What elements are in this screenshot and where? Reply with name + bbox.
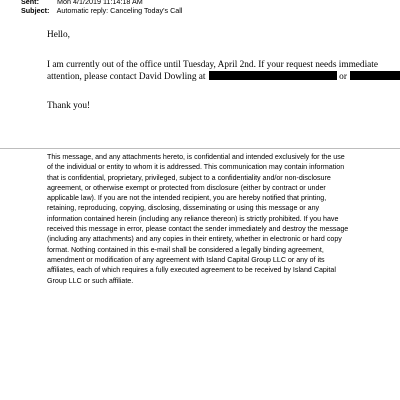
disclaimer-line: applicable law). If you are not the intended recipient, you are hereby notified that printing, <box>47 194 327 203</box>
disclaimer-line: retaining, reproducing, copying, disclosing, disseminating or using this message or any <box>47 204 320 213</box>
subject-row <box>21 6 183 15</box>
redaction-bar <box>209 71 337 80</box>
sent-label: Sent: <box>21 0 39 6</box>
disclaimer-line: received this message in error, please contact the sender immediately and destroy the message <box>47 225 349 234</box>
disclaimer-line: This message, and any attachments hereto, is confidential and intended exclusively for the use <box>47 153 345 161</box>
disclaimer-line: that is confidential, proprietary, privileged, subject to a confidentiality and/or non-disclosure <box>47 173 331 182</box>
divider <box>0 148 400 149</box>
message-line-2 <box>47 71 377 83</box>
disclaimer-line: of the individual or entity to whom it is addressed. This communication may contain information <box>47 163 345 172</box>
closing: Thank you! <box>47 101 91 111</box>
message-or: or <box>339 72 347 82</box>
confidentiality-disclaimer <box>47 152 365 286</box>
disclaimer-line: Group LLC or such affiliate. <box>47 276 134 285</box>
disclaimer-line: amendment or modification of any agreement with Island Capital Group LLC or any of its <box>47 255 325 264</box>
sent-value: Mon 4/1/2019 11:14:18 AM <box>57 0 143 6</box>
message-body <box>47 60 377 83</box>
redaction-bar <box>350 71 400 80</box>
email-header <box>21 0 183 15</box>
subject-label: Subject: <box>21 6 50 15</box>
disclaimer-line: agreement, or otherwise exempt or protected from disclosure (either by contract or under <box>47 183 326 192</box>
subject-value: Automatic reply: Canceling Today's Call <box>56 6 183 15</box>
disclaimer-line: affiliates, each of which requires a fully executed agreement to be received by Island Capital <box>47 266 336 275</box>
disclaimer-line: format. Nothing contained in this e-mail shall be considered a legally binding agreement, <box>47 245 324 254</box>
disclaimer-line: (including any attachments) and any copies in their entirety, whether in electronic or hard copy <box>47 235 342 244</box>
greeting: Hello, <box>47 30 70 40</box>
message-line-2-text: attention, please contact David Dowling at <box>47 72 206 82</box>
message-line-1: I am currently out of the office until Tuesday, April 2nd. If your request needs immediate <box>47 60 378 70</box>
disclaimer-line: information contained herein (including any reliance thereon) is strictly prohibited. If you have <box>47 214 339 223</box>
